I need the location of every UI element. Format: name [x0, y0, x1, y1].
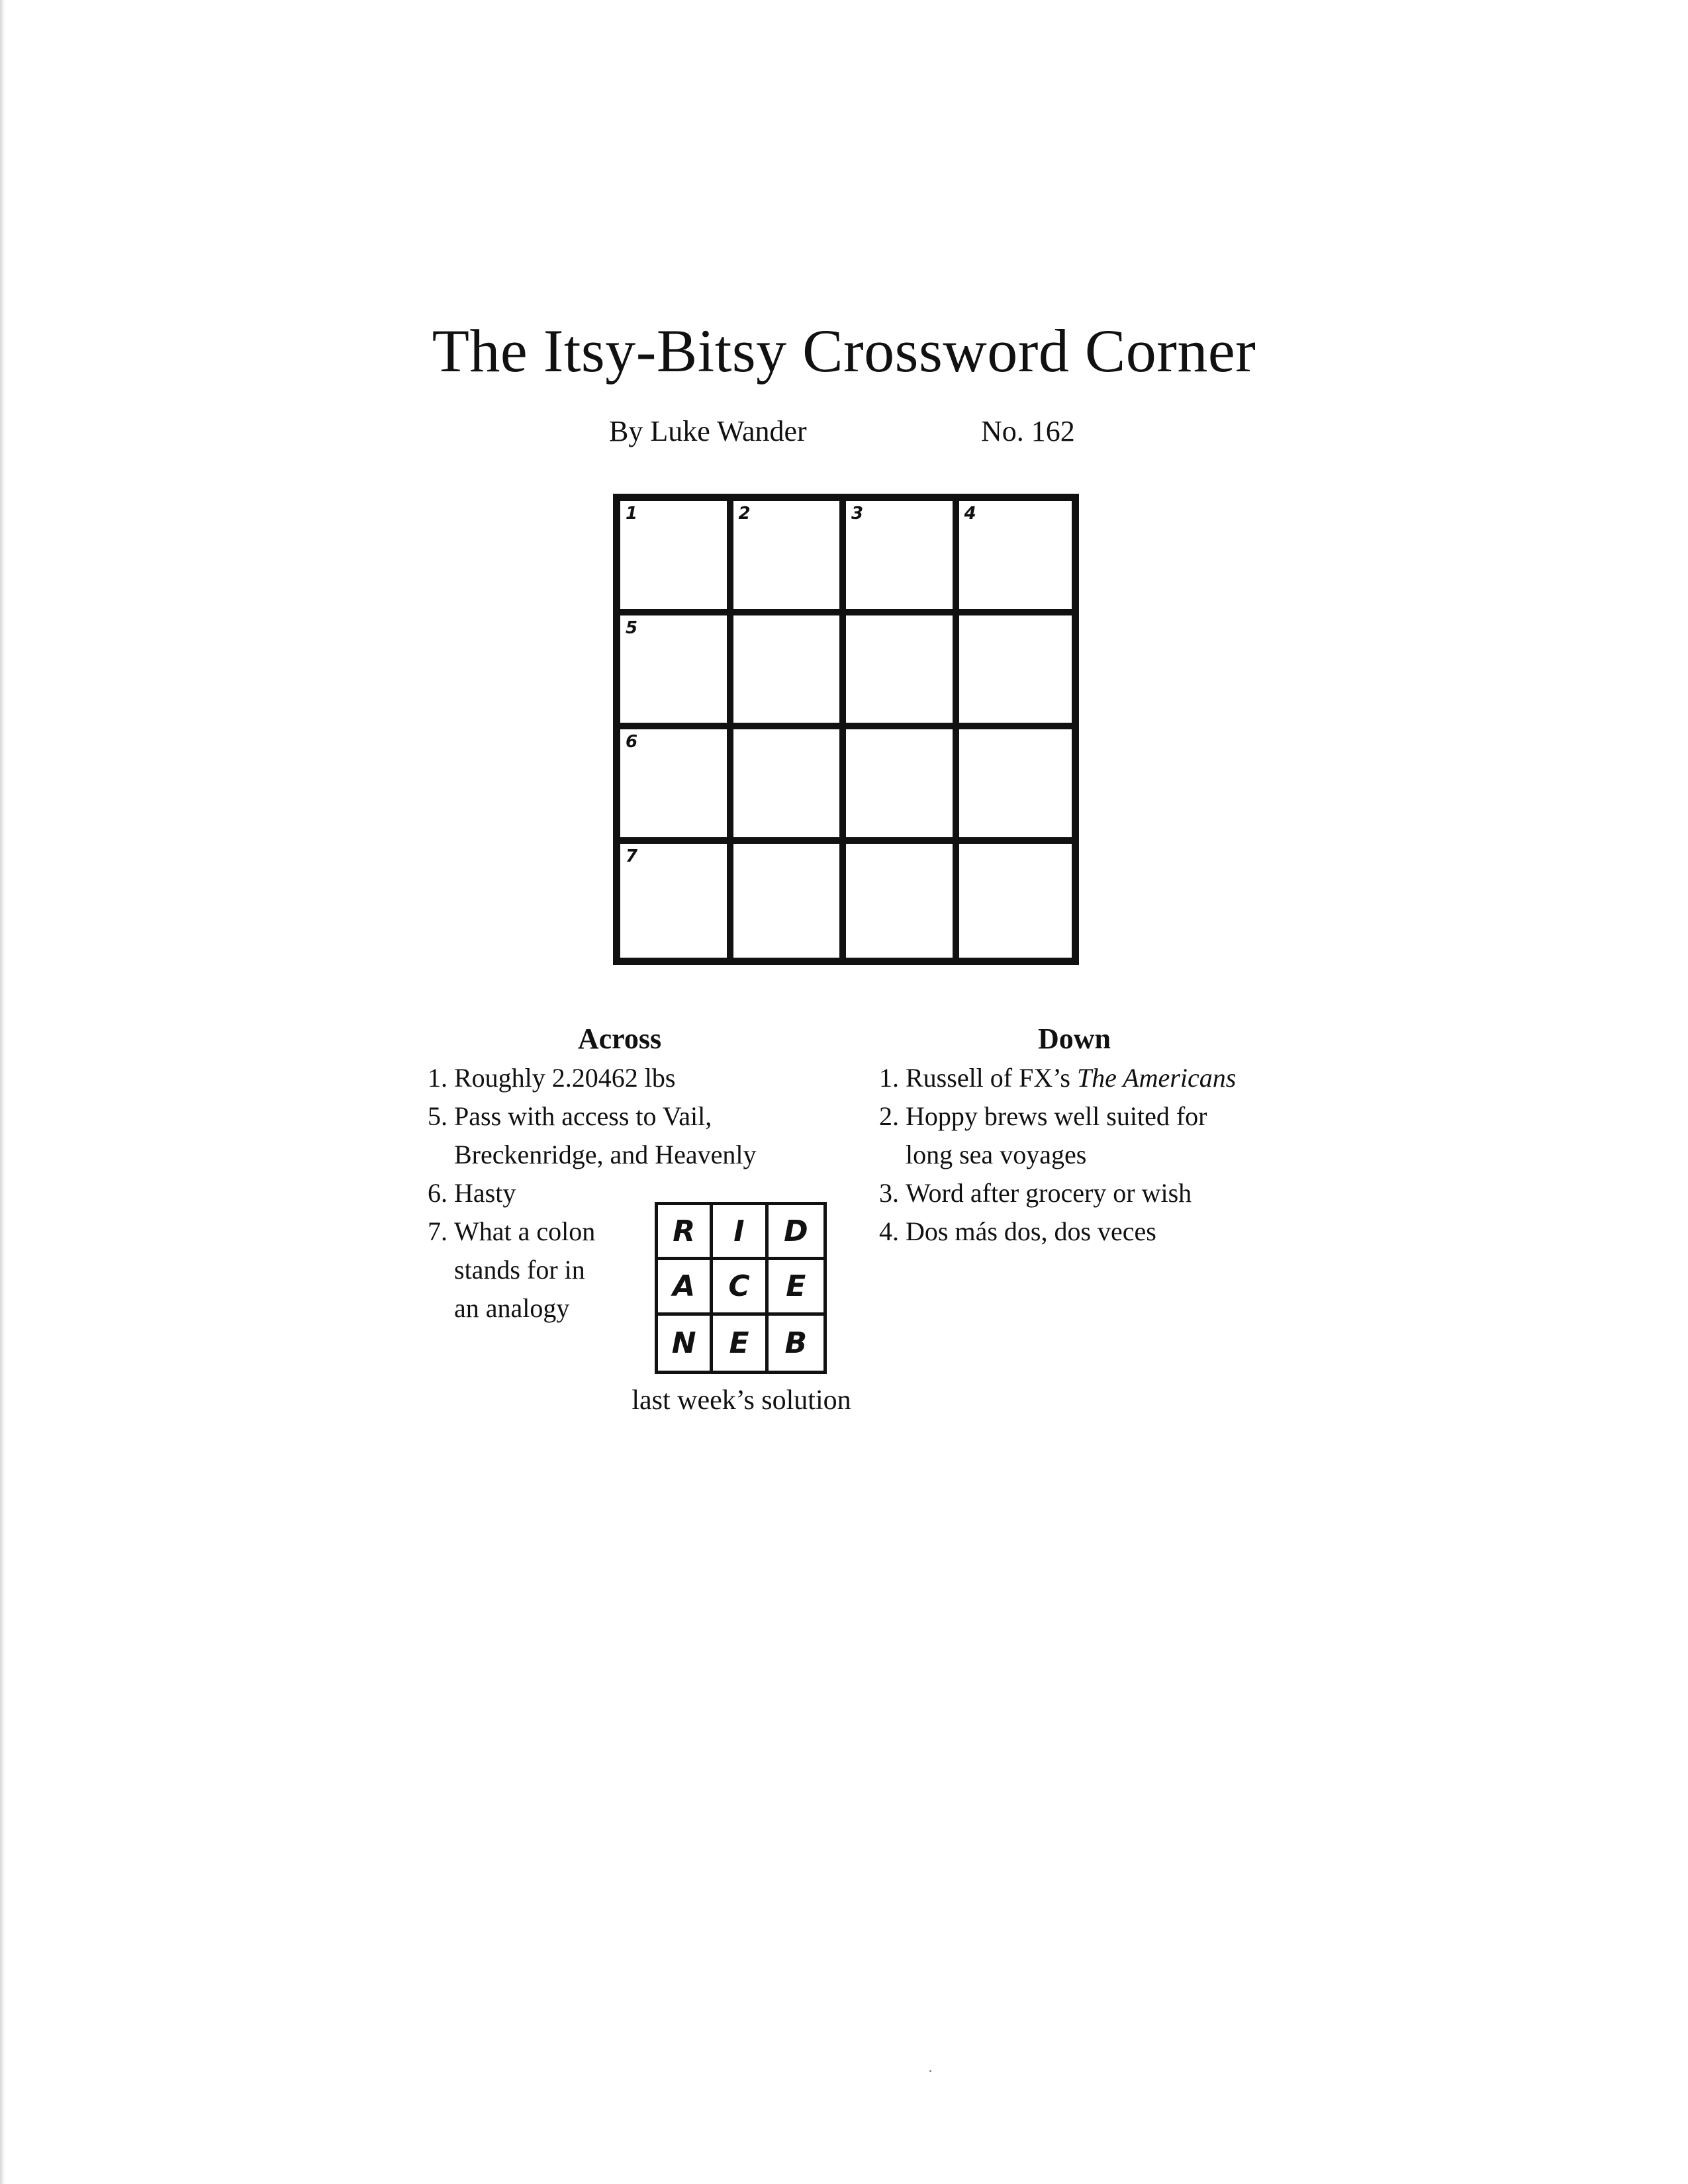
grid-cell[interactable] [959, 844, 1072, 958]
clue-number: 7 [626, 846, 638, 866]
clue-number: 1 [626, 504, 638, 523]
solution-caption: last week’s solution [632, 1385, 851, 1416]
clue-text: Roughly 2.20462 lbs [454, 1063, 676, 1093]
grid-cell[interactable] [959, 729, 1072, 844]
solution-letter: D [769, 1205, 823, 1260]
clue-number-label: 1. [428, 1063, 447, 1093]
scan-speck [929, 2070, 931, 2072]
crossword-grid [613, 494, 1079, 965]
clue-number-label: 4. [879, 1216, 899, 1246]
across-heading: Across [577, 1023, 662, 1055]
clue-number-label: 7. [428, 1216, 447, 1246]
grid-cell[interactable] [733, 844, 847, 958]
grid-cell[interactable] [846, 615, 959, 730]
clue-across-1 [428, 1059, 891, 1097]
grid-cell[interactable] [733, 615, 847, 730]
clue-number-label: 2. [879, 1101, 899, 1131]
solution-letter: E [769, 1260, 823, 1315]
clue-down-4 [879, 1212, 1289, 1251]
clue-text [906, 1059, 1289, 1097]
clue-down-3 [879, 1174, 1289, 1212]
clue-text: Dos más dos, dos veces [906, 1216, 1156, 1246]
grid-cell[interactable] [846, 844, 959, 958]
clue-number: 6 [626, 732, 638, 752]
clue-number: 5 [626, 617, 638, 638]
grid-cell[interactable] [733, 501, 847, 615]
grid-cell[interactable] [733, 729, 847, 844]
clue-text: Pass with access to Vail, Breckenridge, and Heavenly [454, 1101, 757, 1169]
clue-text: Hasty [454, 1178, 516, 1208]
grid-cell[interactable] [620, 844, 733, 958]
grid-cell[interactable] [959, 615, 1072, 730]
solution-letter: R [658, 1205, 713, 1260]
clue-number-label: 3. [879, 1178, 899, 1208]
clue-number: 3 [851, 504, 864, 523]
grid-cell[interactable] [959, 501, 1072, 615]
clue-across-5 [428, 1097, 798, 1174]
clue-number-label: 5. [428, 1101, 447, 1131]
last-week-solution-grid [655, 1202, 827, 1374]
author: By Luke Wander [609, 415, 807, 447]
solution-letter: A [658, 1260, 713, 1315]
solution-letter: C [713, 1260, 768, 1315]
issue-number: No. 162 [981, 415, 1075, 447]
grid-cell[interactable] [620, 501, 733, 615]
clue-number: 4 [964, 504, 976, 523]
clue-number-label: 6. [428, 1178, 447, 1208]
grid-cell[interactable] [846, 729, 959, 844]
clue-text: Word after grocery or wish [906, 1178, 1192, 1208]
clue-down-2 [879, 1097, 1223, 1174]
down-heading: Down [1037, 1023, 1111, 1055]
clue-text-italic: The Americans [1076, 1063, 1237, 1093]
byline [0, 412, 1688, 451]
grid-cell[interactable] [620, 615, 733, 730]
clue-number: 2 [738, 504, 751, 523]
solution-letter: I [713, 1205, 768, 1260]
clue-text: What a colon stands for in an analogy [454, 1216, 596, 1323]
clue-number-label: 1. [879, 1063, 899, 1093]
clue-text: Hoppy brews well suited for long sea voyages [906, 1101, 1207, 1169]
solution-letter: N [658, 1316, 713, 1371]
clue-text-plain: Russell of FX’s [906, 1063, 1077, 1093]
clue-down-1 [879, 1059, 1289, 1097]
down-clues [879, 1019, 1289, 1251]
grid-cell[interactable] [846, 501, 959, 615]
solution-letter: E [713, 1316, 768, 1371]
grid-cell[interactable] [620, 729, 733, 844]
page-title: The Itsy-Bitsy Crossword Corner [432, 317, 1256, 385]
down-clue-list [879, 1059, 1289, 1251]
solution-letter: B [784, 1326, 808, 1360]
